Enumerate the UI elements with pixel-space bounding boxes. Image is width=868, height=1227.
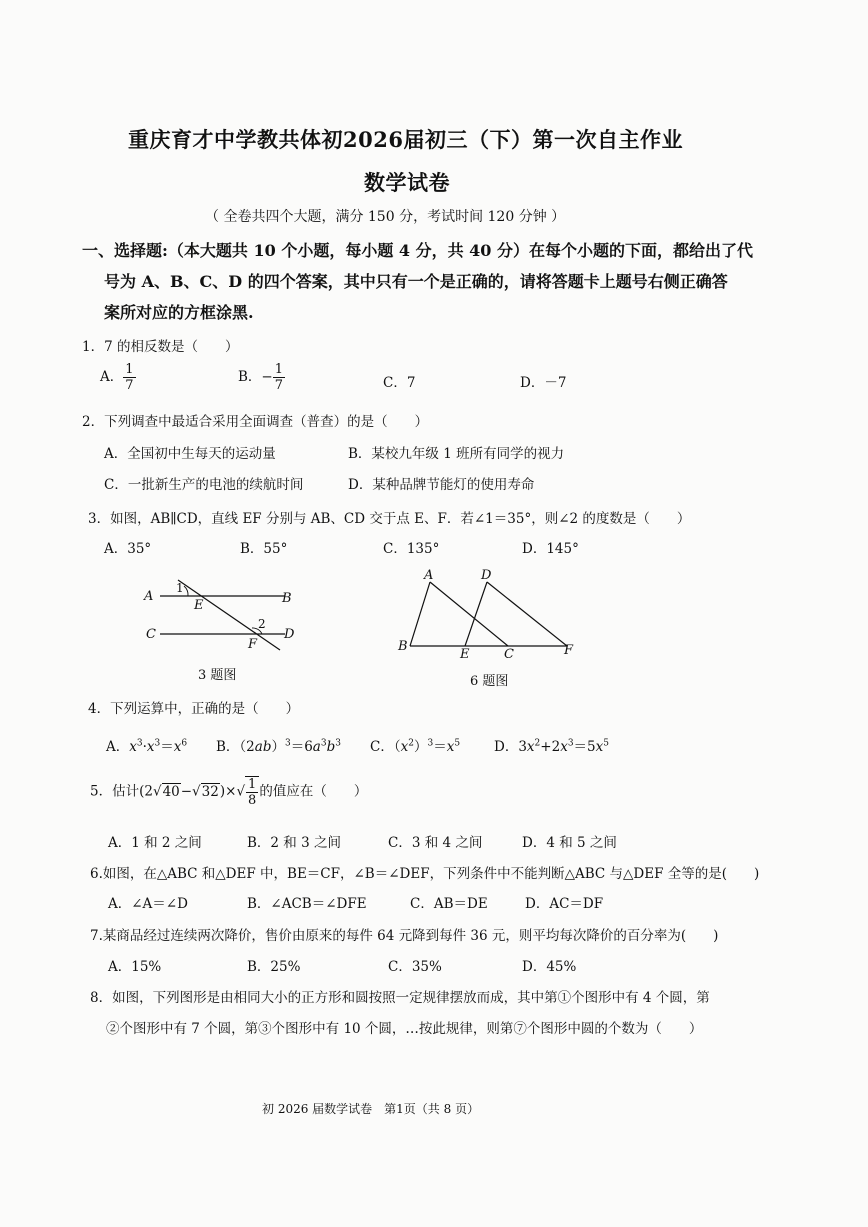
question-3-option-c: C．135°: [383, 541, 440, 557]
point-c-label: C: [504, 647, 514, 662]
segment-ab: [410, 582, 430, 646]
sqrt-fraction: $\frac{1}{8}$: [245, 776, 259, 808]
angle-2-label: 2: [258, 617, 266, 631]
question-6-stem: 6.如图，在△ABC 和△DEF 中，BE＝CF，∠B＝∠DEF，下列条件中不能判断△ABC 与△DEF 全等的是( ): [90, 866, 760, 882]
point-b-label: B: [398, 639, 408, 654]
question-1-option-b: [238, 362, 285, 393]
exam-note: （ 全卷共四个大题，满分 150 分，考试时间 120 分钟 ）: [205, 209, 566, 225]
question-5-option-c: C．3 和 4 之间: [388, 835, 483, 851]
figure-6-caption: 6 题图: [470, 674, 509, 689]
question-3-option-a: A．35°: [104, 541, 152, 557]
question-3-option-d: D．145°: [522, 541, 579, 557]
segment-ac: [430, 582, 508, 646]
question-2-option-c: C．一批新生产的电池的续航时间: [104, 477, 304, 493]
segment-df: [487, 582, 567, 646]
question-6-option-d: D．AC＝DF: [525, 896, 604, 912]
question-2-option-b: B．某校九年级 1 班所有同学的视力: [348, 446, 565, 462]
point-a-label: A: [424, 568, 434, 583]
question-4-option-c: C．$(x^2)^3=x^5$: [370, 738, 461, 755]
question-5-stem-post: 的值应在（ ）: [259, 783, 368, 800]
numerator: 1: [274, 362, 284, 377]
point-e-label: E: [460, 647, 470, 662]
line-ef: [178, 580, 280, 650]
question-5-stem: 5．估计(2√40−√32)×√ $\frac{1}{8}$ 的值应在（ ）: [90, 777, 368, 808]
question-2-option-a: A．全国初中生每天的运动量: [104, 446, 276, 462]
point-d-label: D: [481, 568, 492, 583]
question-5-option-b: B．2 和 3 之间: [247, 835, 341, 851]
question-8-line1: 8．如图，下列图形是由相同大小的正方形和圆按照一定规律摆放而成，其中第①个图形中有 4 个圆，第: [90, 990, 710, 1006]
question-5-stem-pre: 5．估计: [90, 783, 140, 800]
exam-title: 重庆育才中学教共体初2026届初三（下）第一次自主作业: [128, 127, 683, 152]
question-6-option-c: C．AB＝DE: [410, 896, 488, 912]
question-7-option-a: A．15%: [108, 959, 162, 975]
page-footer: 初 2026 届数学试卷 第1页（共 8 页）: [262, 1102, 480, 1116]
angle-1-arc: [184, 586, 188, 596]
fraction: [123, 362, 135, 393]
figure-6-diagram: [392, 566, 582, 666]
question-3-option-b: B．55°: [240, 541, 288, 557]
option-label: A．: [106, 739, 130, 755]
figure-3-diagram: [140, 572, 310, 662]
question-4-stem: 4．下列运算中，正确的是（ ）: [88, 701, 300, 717]
question-4-option-b: B．$(2ab)^3=6a^3b^3$: [216, 738, 341, 755]
question-1-option-d: D．－7: [520, 375, 567, 391]
fraction: [273, 362, 285, 393]
point-a-label: A: [144, 589, 154, 604]
question-1-option-c: C．7: [383, 375, 416, 391]
angle-1-label: 1: [176, 581, 184, 595]
point-c-label: C: [146, 627, 156, 642]
option-label: B．: [216, 739, 240, 755]
point-f-label: F: [248, 637, 258, 652]
denominator: 7: [125, 378, 134, 393]
question-5-option-d: D．4 和 5 之间: [522, 835, 617, 851]
section-heading-line3: 案所对应的方框涂黑.: [104, 303, 254, 322]
question-6-option-b: B．∠ACB＝∠DFE: [247, 896, 367, 912]
question-1-stem: 1．7 的相反数是（ ）: [82, 339, 239, 355]
point-d-label: D: [284, 627, 295, 642]
option-label: D．: [494, 739, 519, 755]
question-5-option-a: A．1 和 2 之间: [108, 835, 202, 851]
point-e-label: E: [194, 598, 204, 613]
section-heading-line1: 一、选择题:（本大题共 10 个小题，每小题 4 分，共 40 分）在每个小题的下面，都给出了代: [82, 241, 753, 260]
exam-subtitle: 数学试卷: [364, 170, 450, 195]
point-f-label: F: [564, 643, 574, 658]
question-7-option-c: C．35%: [388, 959, 442, 975]
question-7-stem: 7.某商品经过连续两次降价，售价由原来的每件 64 元降到每件 36 元，则平均每次降价的百分率为( ): [90, 928, 719, 944]
section-heading-line2: 号为 A、B、C、D 的四个答案，其中只有一个是正确的，请将答题卡上题号右侧正确答: [104, 272, 728, 291]
question-3-stem: 3．如图，AB∥CD，直线 EF 分别与 AB、CD 交于点 E、F．若∠1＝35°，则∠2 的度数是（ ）: [88, 511, 691, 527]
denominator: 7: [274, 378, 284, 393]
question-4-option-a: A．$x^3\cdot x^3=x^6$: [106, 738, 188, 755]
question-6-option-a: A．∠A＝∠D: [108, 896, 188, 912]
option-label: B．−: [238, 369, 273, 385]
figure-3-caption: 3 题图: [198, 668, 237, 683]
point-b-label: B: [282, 591, 292, 606]
question-1-option-a: [100, 362, 136, 393]
option-label: A．: [100, 369, 124, 385]
question-7-option-d: D．45%: [522, 959, 577, 975]
option-label: C．: [370, 739, 394, 755]
numerator: 1: [125, 362, 134, 377]
question-2-option-d: D．某种品牌节能灯的使用寿命: [348, 477, 535, 493]
question-2-stem: 2．下列调查中最适合采用全面调查（普查）的是（ ）: [82, 414, 429, 430]
question-8-line2: ②个图形中有 7 个圆，第③个图形中有 10 个圆，…按此规律，则第⑦个图形中圆的个数为（ ）: [106, 1021, 703, 1037]
question-7-option-b: B．25%: [247, 959, 301, 975]
question-4-option-d: D．$3x^2+2x^3=5x^5$: [494, 738, 609, 755]
